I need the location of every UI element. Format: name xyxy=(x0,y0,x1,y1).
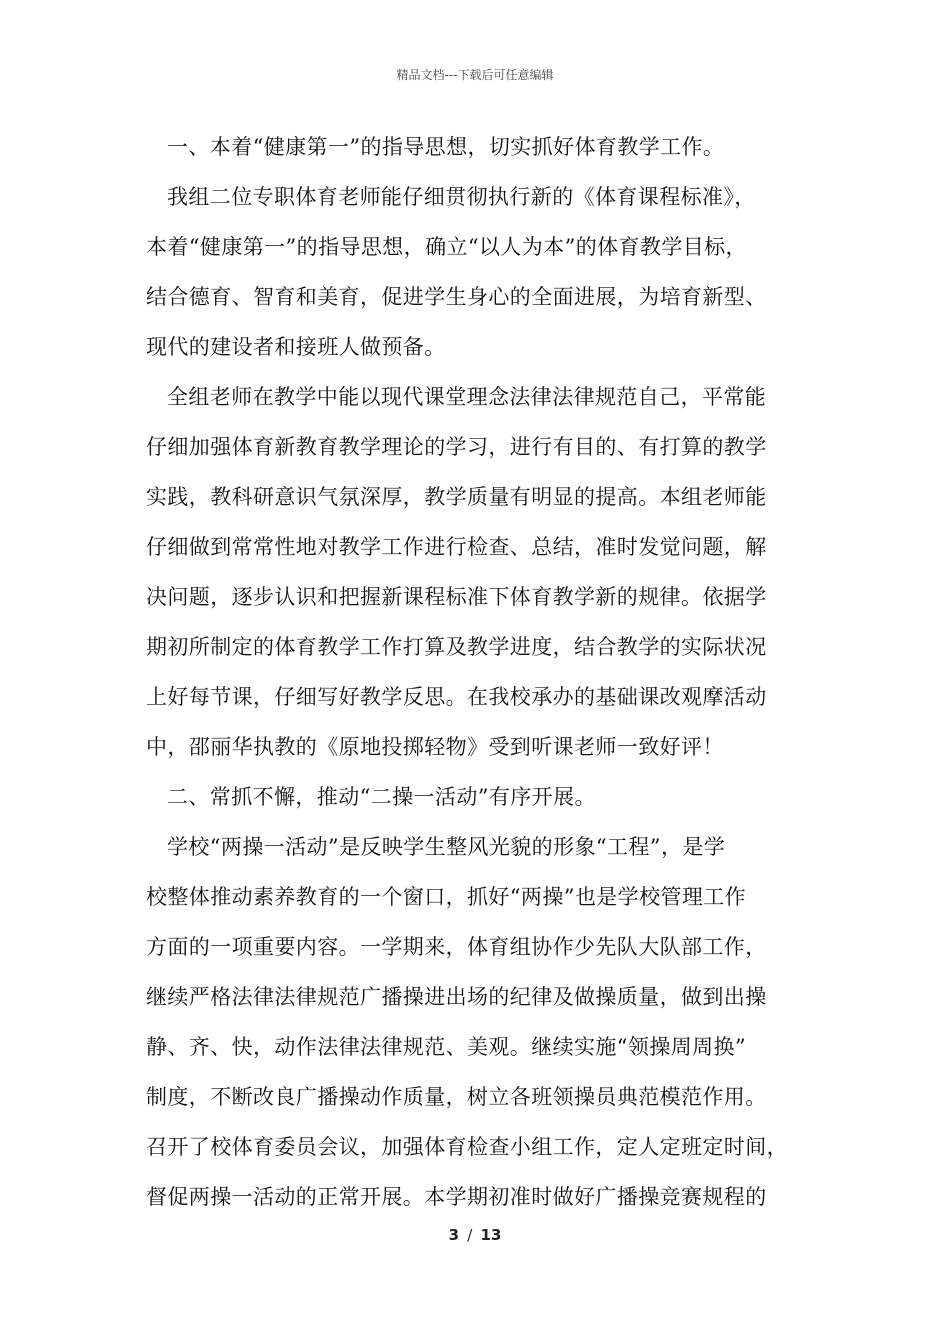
page-number xyxy=(0,1226,950,1244)
text-line: 二、常抓不懈，推动“二操一活动”有序开展。 xyxy=(167,785,596,809)
text-line: 制度，不断改良广播操动作质量，树立各班领操员典范模范作用。 xyxy=(146,1085,767,1109)
text-line: 现代的建设者和接班人做预备。 xyxy=(146,335,446,359)
text-line: 方面的一项重要内容。一学期来，体育组协作少先队大队部工作， xyxy=(146,935,767,959)
current-page-number: 3 xyxy=(448,1226,460,1244)
text-line: 结合德育、智育和美育，促进学生身心的全面进展，为培育新型、 xyxy=(146,285,767,309)
text-line: 中，邵丽华执教的《原地投掷轻物》受到听课老师一致好评！ xyxy=(146,735,724,759)
text-line: 学校“两操一活动”是反映学生整风光貌的形象“工程”，是学 xyxy=(167,835,726,859)
paragraph xyxy=(146,378,810,778)
total-pages-number: 13 xyxy=(480,1226,502,1244)
paragraph xyxy=(146,178,810,378)
text-line: 全组老师在教学中能以现代课堂理念法律法律规范自己，平常能 xyxy=(167,385,767,409)
text-line: 上好每节课，仔细写好教学反思。在我校承办的基础课改观摩活动 xyxy=(146,685,767,709)
text-line: 实践，教科研意识气氛深厚，教学质量有明显的提高。本组老师能 xyxy=(146,485,767,509)
text-line: 我组二位专职体育老师能仔细贯彻执行新的《体育课程标准》， xyxy=(167,185,756,209)
text-line: 仔细做到常常性地对教学工作进行检查、总结，准时发觉问题，解 xyxy=(146,535,767,559)
text-line: 继续严格法律法律规范广播操进出场的纪律及做操质量，做到出操 xyxy=(146,985,767,1009)
document-body xyxy=(146,128,810,1228)
page-header: 精品文档---下载后可任意编辑 xyxy=(396,68,554,82)
section-heading-2 xyxy=(146,778,810,828)
text-line: 校整体推动素养教育的一个窗口，抓好“两操”也是学校管理工作 xyxy=(146,885,747,909)
text-line: 期初所制定的体育教学工作打算及教学进度，结合教学的实际状况 xyxy=(146,635,767,659)
paragraph xyxy=(146,828,810,1228)
text-line: 仔细加强体育新教育教学理论的学习，进行有目的、有打算的教学 xyxy=(146,435,767,459)
text-line: 一、本着“健康第一”的指导思想，切实抓好体育教学工作。 xyxy=(167,135,725,159)
text-line: 督促两操一活动的正常开展。本学期初准时做好广播操竞赛规程的 xyxy=(146,1185,767,1209)
text-line: 静、齐、快，动作法律法律规范、美观。继续实施“领操周周换” xyxy=(146,1035,747,1059)
text-line: 召开了校体育委员会议，加强体育检查小组工作，定人定班定时间， xyxy=(146,1135,788,1159)
section-heading-1 xyxy=(146,128,810,178)
text-line: 本着“健康第一”的指导思想，确立“以人为本”的体育教学目标， xyxy=(146,235,747,259)
page-separator: / xyxy=(467,1226,473,1244)
text-line: 决问题，逐步认识和把握新课程标准下体育教学新的规律。依据学 xyxy=(146,585,767,609)
